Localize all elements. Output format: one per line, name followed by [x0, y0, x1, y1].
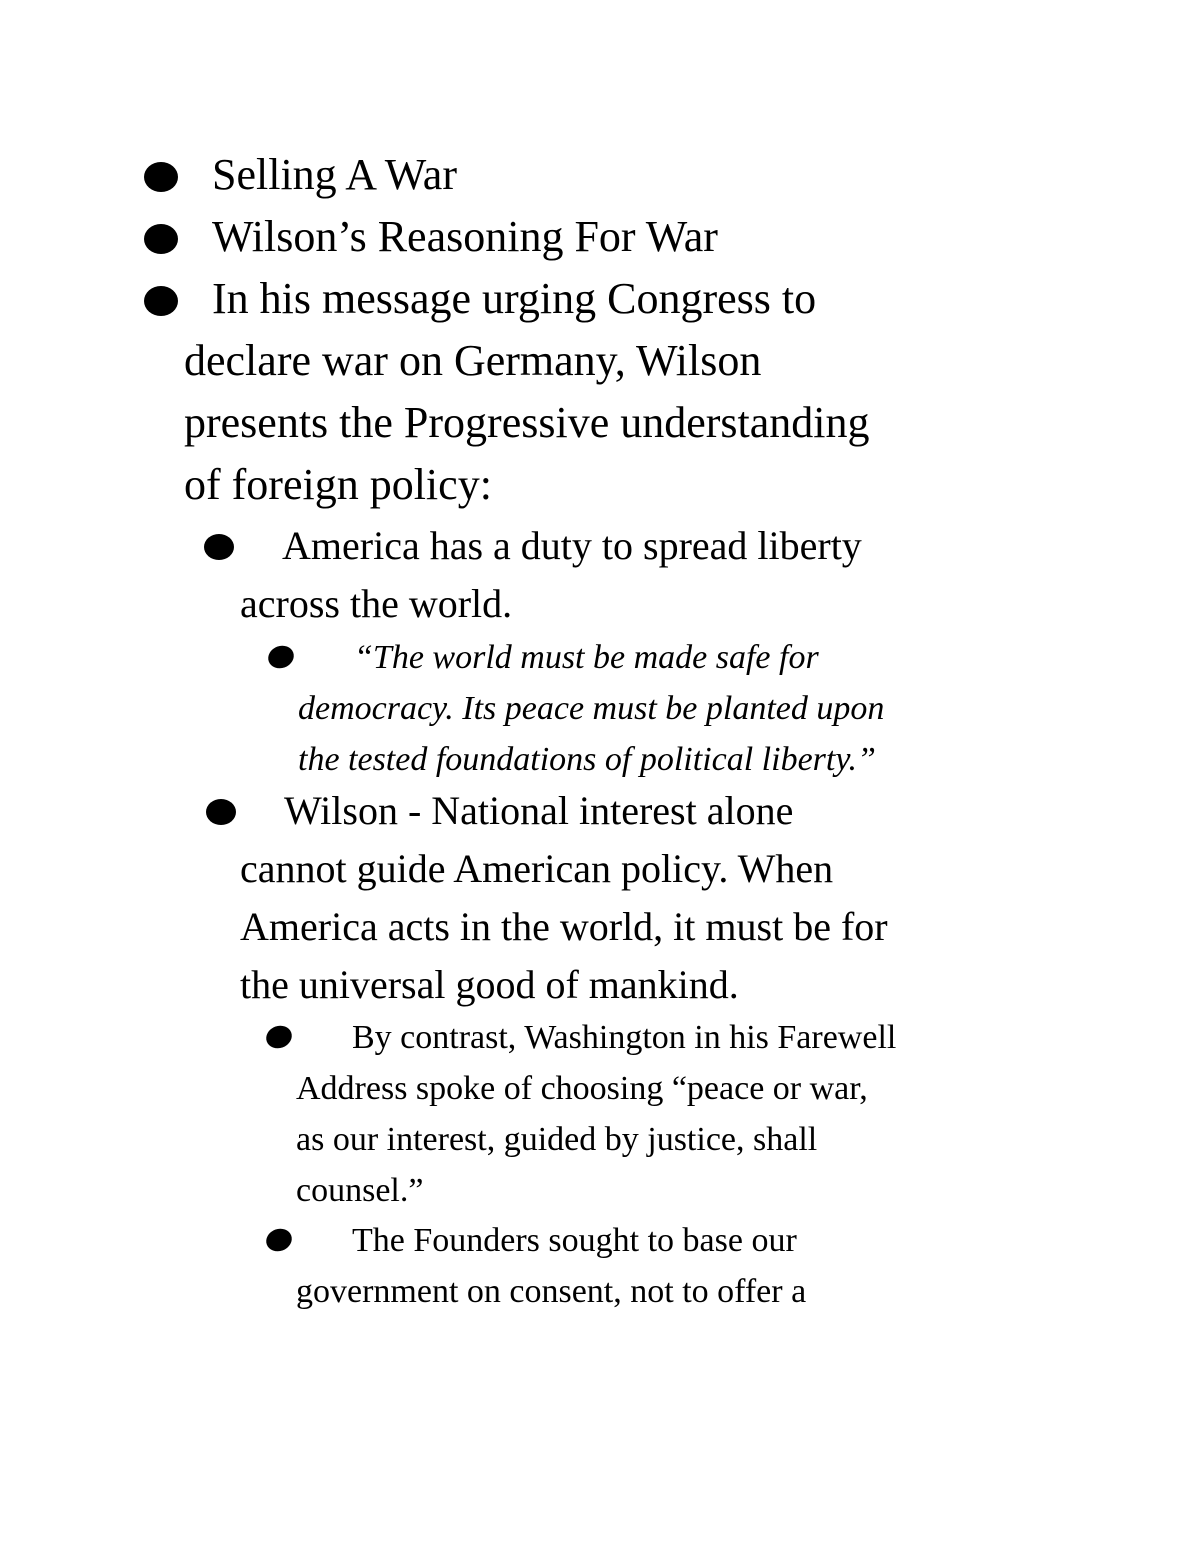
bullet-icon: [263, 1022, 295, 1052]
item-text-line: of foreign policy:: [184, 460, 492, 509]
item-text-line: “The world must be made safe for: [354, 639, 819, 676]
item-text-line: the universal good of mankind.: [240, 962, 739, 1007]
item-text-line: declare war on Germany, Wilson: [184, 336, 762, 385]
bullet-icon: [144, 224, 178, 254]
item-text-line: By contrast, Washington in his Farewell: [352, 1019, 897, 1056]
item-text-line: America has a duty to spread liberty: [282, 523, 862, 568]
item-text-line: across the world.: [240, 581, 513, 626]
item-text-line: In his message urging Congress to: [212, 274, 817, 323]
item-text-line: as our interest, guided by justice, shall: [296, 1121, 818, 1158]
item-text-line: America acts in the world, it must be for: [240, 904, 888, 949]
bullet-icon: [144, 286, 178, 316]
item-text-line: government on consent, not to offer a: [296, 1273, 807, 1310]
item-text-line: counsel.”: [296, 1172, 424, 1209]
item-text-line: democracy. Its peace must be planted upon: [298, 690, 885, 727]
bullet-icon: [144, 162, 178, 192]
item-text-line: Address spoke of choosing “peace or war,: [296, 1070, 868, 1107]
bullet-icon: [263, 1225, 295, 1255]
item-text-line: the tested foundations of political liberty.”: [298, 741, 876, 778]
item-text-line: presents the Progressive understanding: [184, 398, 870, 447]
bullet-icon: [206, 799, 236, 825]
item-text-line: Wilson - National interest alone: [284, 788, 794, 833]
item-text-line: Wilson’s Reasoning For War: [212, 212, 718, 261]
item-text-line: cannot guide American policy. When: [240, 846, 834, 891]
item-text-line: Selling A War: [212, 150, 457, 199]
bullet-icon: [204, 534, 234, 560]
item-text-line: The Founders sought to base our: [352, 1222, 797, 1259]
bullet-icon: [265, 642, 297, 672]
